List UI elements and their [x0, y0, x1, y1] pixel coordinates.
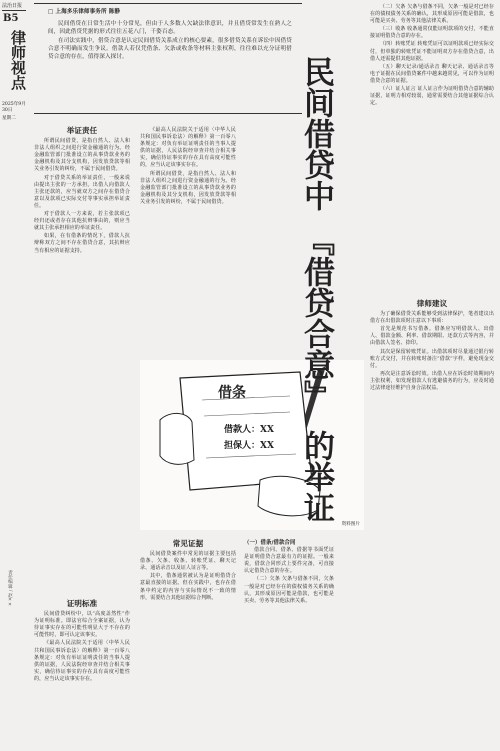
page-number: B5 [3, 13, 19, 24]
section-heading-advice: 律师建议 [416, 299, 448, 308]
illustration-field-guarantor: 担保人：XX [224, 441, 274, 451]
paragraph: 所谓民间借贷，是指自然人、法人和非法人组织之间进行资金融通的行为。经金融监管部门批准设立的从事贷款业务的金融机构及其分支机构，因发放贷款等相关业务引发的纠纷，不属于民间借贷。 [34, 138, 130, 173]
section-heading-standard: 证明标准 [66, 599, 98, 608]
paragraph: 所谓民间借贷，是指自然人、法人和非法人组织之间进行资金融通的行为。经金融监管部门批准设立的从事贷款业务的金融机构及其分支机构，因发放贷款等相关业务引发的纠纷，不属于民间借贷。 [140, 170, 236, 205]
paragraph: 其中，借条通常被认为是证明借贷合意最直接的证据。但在实践中，也存在借条中约定的内容与实际情况不一致的情形，需要结合其他证据综合判断。 [140, 573, 236, 601]
paragraph: （四）转账凭证 转账凭证可以证明款项已经实际交付，但单独的转账凭证不能证明双方存在借贷合意，出借人还需提供其他证据。 [370, 41, 494, 62]
section-heading-normal: 常见证据 [172, 539, 204, 548]
column-2-lower [140, 540, 236, 603]
illustration-credit: 资料图片 [341, 521, 360, 527]
left-band [0, 0, 30, 751]
masthead-rule [2, 10, 26, 11]
intro-text [48, 20, 292, 62]
paragraph: 《最高人民法院关于适用〈中华人民共和国民事诉讼法〉的解释》第一百零八条规定：对负有举证证明责任的当事人提供的证据，人民法院经审查并结合相关事实，确信待证事实的存在具有高度可能性的，应当认定该事实存在。 [34, 640, 130, 682]
intro-bottom-rule [34, 113, 302, 114]
issue-date: 2025年9月30日 [2, 102, 26, 114]
masthead: 法治日报 [2, 3, 23, 9]
headline-3 [300, 430, 364, 550]
intro-top-rule [34, 3, 302, 4]
paragraph: 民间借贷纠纷中，以“高度盖然性”作为证明标准。即法官综合全案证据，认为待证事实存在的可能性明显大于不存在的可能性时，即可认定该事实。 [34, 611, 130, 639]
right-column-advice [370, 300, 494, 393]
illustration-title: 借条 [218, 385, 246, 401]
paragraph: 《最高人民法院关于适用〈中华人民共和国民事诉讼法〉的解释》第一百零八条规定：对负有举证证明责任的当事人提供的证据，人民法院经审查并结合相关事实，确信待证事实的存在具有高度可能性的，应当认定该事实存在。 [140, 127, 236, 169]
paragraph: （五）聊天记录/通话录音 聊天记录、通话录音等电子证据在民间借贷案件中越来越常见，可以作为证明借贷合意的证据。 [370, 63, 494, 84]
headline-line-2: 『借贷合意』 [298, 225, 334, 411]
illustration-field-borrower: 借款人：XX [224, 425, 274, 435]
paragraph: 民间借贷案件中常见的证据主要包括借条、欠条、收条、转账凭证、聊天记录、通话录音以及证人证言等。 [140, 551, 236, 572]
paragraph: 如果，在有借条的情况下，借款人抗辩称双方之间不存在借贷合意，其抗辩应当有相应的证据支持。 [34, 233, 130, 254]
intro-paragraph: 在司法实践中，借贷合意是认定民间借贷关系成立的核心要素，很多借贷关系在诉讼中因借贷合意不明确而发生争议。借款人若仅凭借条、欠条或收条等材料主张权利，往往难以充分证明借贷合意的存在，值得深入探讨。 [48, 38, 292, 60]
paragraph: 对于借款人一方来说，若主张款项已经归还或者存在其他抗辩事由的，则应当就其主张承担相应的举证责任。 [34, 211, 130, 232]
paragraph: （二）欠条 欠条与借条不同，欠条一般是对已经存在的债权债务关系的确认，其形成原因可能是借款，也可能是买卖、劳务等其他法律关系。 [244, 576, 334, 604]
paragraph: 为了确保借贷关系能够受到法律保护，笔者建议出借方在出借款项时注意以下事项： [370, 311, 494, 325]
author-line: □ 上海多乐律师事务所 陈静 [48, 9, 121, 15]
paragraph: 对于借贷关系的举证责任，一般来说由提出主张的一方承担。出借人向借款人主张还款的，应当就双方之间存在借贷合意以及款项已实际交付等事实承担举证责任。 [34, 174, 130, 209]
column-1 [34, 127, 130, 256]
issue-weekday: 星期二 [2, 116, 16, 121]
column-1-lower [34, 600, 130, 684]
paragraph: 借款合同、借条、借据等书面凭证是证明借贷合意最有力的证据。一般来说，借款合同形式上要件完备，可直接认定借贷合意的存在。 [244, 547, 334, 575]
column-2 [140, 127, 236, 207]
subheading-types: （一）借条/借款合同 [244, 540, 296, 546]
paragraph: 其次是保留转账凭证。出借款项时尽量通过银行转账方式交付，并在转账时备注“借款”字样，避免现金交付。 [370, 348, 494, 369]
paragraph: 再次是注意诉讼时效。出借人应在诉讼时效期间内主张权利，如发现借款人有逃避债务的行为，应及时通过法律途径维护自身合法权益。 [370, 370, 494, 392]
paragraph: （二）欠条 欠条与借条不同，欠条一般是对已经存在的债权债务关系的确认，其形成原因可能是借款，也可能是买卖、劳务等其他法律关系。 [370, 4, 494, 25]
intro-paragraph: 民间借贷在日常生活中十分常见，但由于人多数人欠缺法律意识，并且借贷常发生在熟人之间，因此借贷凭据的形式往往五花八门，千姿百态。 [48, 21, 292, 35]
paragraph: （三）收条 收条通常仅能证明款项的交付，不能直接证明借贷合意的存在。 [370, 26, 494, 40]
right-column [370, 4, 494, 108]
section-title: 律师视点 [9, 30, 27, 90]
headline-line-1: 民间借贷中 [298, 56, 334, 211]
section-heading-burden: 举证责任 [66, 126, 98, 135]
paragraph: （六）证人证言 证人证言作为证明借贷合意的辅助证据，证明力相对较弱，通常需要结合其他证据综合认定。 [370, 86, 494, 107]
paragraph: 首先是规范书写借条。借条应写明借款人、出借人、借款金额、利率、借款期限、还款方式等内容，并由借款人签名、捺印。 [370, 326, 494, 347]
headline-line-3: 的举证 [298, 430, 334, 523]
editor-credit: 责任编辑 / 赵×× [7, 570, 13, 608]
